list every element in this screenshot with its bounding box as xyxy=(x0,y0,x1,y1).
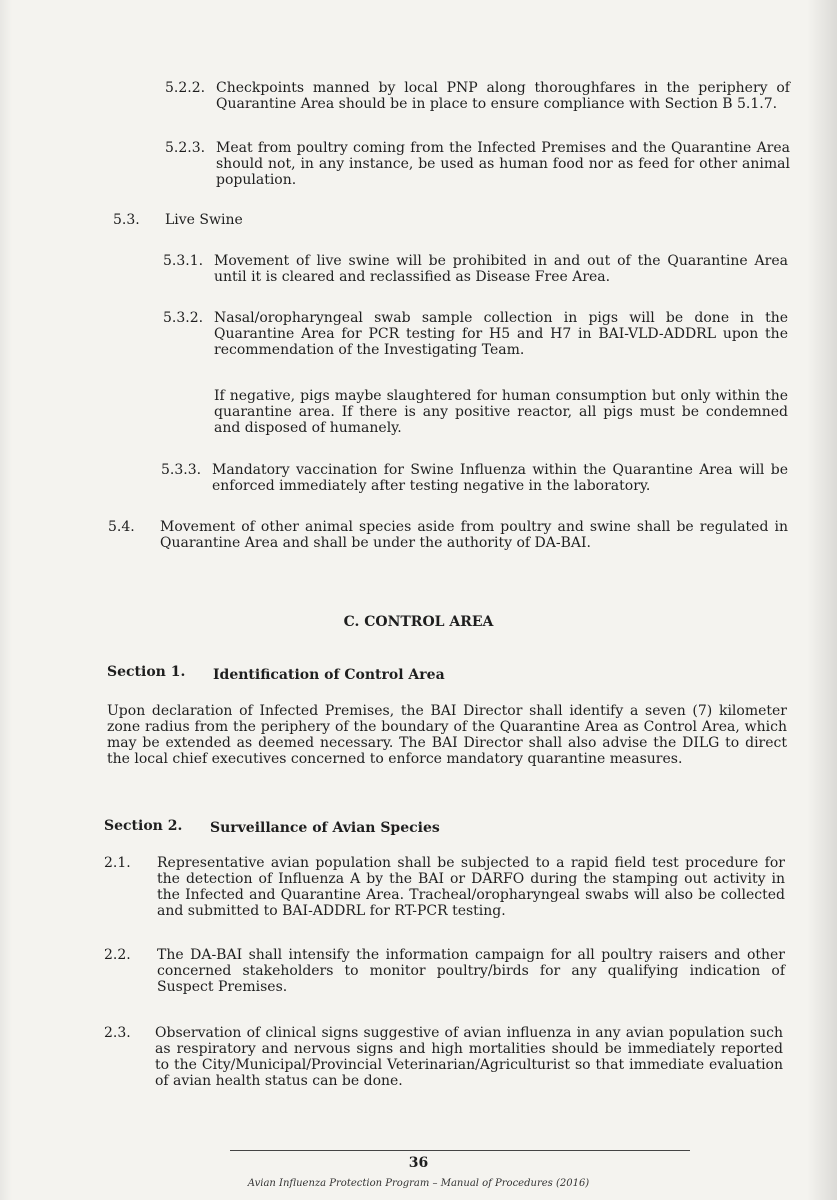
item-number: 5.3. xyxy=(113,212,140,228)
footer-note: Avian Influenza Protection Program – Manual of Procedures (2016) xyxy=(247,1178,590,1189)
scan-right-shadow xyxy=(807,0,837,1200)
section-1-label: Section 1. xyxy=(107,664,186,680)
section-1-paragraph: Upon declaration of Infected Premises, the BAI Director shall identify a seven (7) kilometer zone radius from the periphery of the boundary of the Quarantine Area as Control Area, which may be extended as deemed necessary. The BAI Director shall also advise the DILG to direct the local chief executives concerned to enforce mandatory quarantine measures. xyxy=(107,703,787,767)
item-5-3-title: Live Swine xyxy=(165,212,243,228)
item-number: 2.1. xyxy=(104,855,131,871)
section-c-heading: C. CONTROL AREA xyxy=(343,614,494,630)
item-5-2-2-text: Checkpoints manned by local PNP along thoroughfares in the periphery of Quarantine Area should be in place to ensure compliance with Section B 5.1.7. xyxy=(216,80,790,112)
item-5-3-1-text: Movement of live swine will be prohibited in and out of the Quarantine Area until it is cleared and reclassified as Disease Free Area. xyxy=(214,253,788,285)
item-5-3-2-followup: If negative, pigs maybe slaughtered for human consumption but only within the quarantine area. If there is any positive reactor, all pigs must be condemned and disposed of humanely. xyxy=(214,388,788,436)
scan-left-shadow xyxy=(0,0,12,1200)
item-5-4-text: Movement of other animal species aside from poultry and swine shall be regulated in Quarantine Area and shall be under the authority of DA-BAI. xyxy=(160,519,788,551)
item-5-3-3-text: Mandatory vaccination for Swine Influenza within the Quarantine Area will be enforced immediately after testing negative in the laboratory. xyxy=(212,462,788,494)
item-number: 2.3. xyxy=(104,1025,131,1041)
section-2-label: Section 2. xyxy=(104,818,183,834)
item-2-1-text: Representative avian population shall be subjected to a rapid field test procedure for the detection of Influenza A by the BAI or DARFO during the stamping out activity in the Infected and Quarantine Area. Tracheal/oropharyngeal swabs will also be collected and submitted to BAI-ADDRL for RT-PCR testing. xyxy=(157,855,785,919)
item-number: 5.3.2. xyxy=(163,310,204,326)
item-2-3-text: Observation of clinical signs suggestive of avian influenza in any avian population such as respiratory and nervous signs and high mortalities should be immediately reported to the City/Municipal/Provincial Veterinarian/Agriculturist so that immediate evaluation of avian health status can be done. xyxy=(155,1025,783,1089)
section-1-title: Identification of Control Area xyxy=(213,667,445,683)
footer-rule xyxy=(230,1150,690,1151)
section-2-title: Surveillance of Avian Species xyxy=(210,820,440,836)
page-number: 36 xyxy=(408,1155,429,1171)
item-number: 5.3.1. xyxy=(163,253,204,269)
item-5-2-3-text: Meat from poultry coming from the Infected Premises and the Quarantine Area should not, in any instance, be used as human food nor as feed for other animal population. xyxy=(216,140,790,188)
item-5-3-2-text: Nasal/oropharyngeal swab sample collection in pigs will be done in the Quarantine Area for PCR testing for H5 and H7 in BAI-VLD-ADDRL upon the recommendation of the Investigating Team. xyxy=(214,310,788,358)
item-2-2-text: The DA-BAI shall intensify the information campaign for all poultry raisers and other concerned stakeholders to monitor poultry/birds for any qualifying indication of Suspect Premises. xyxy=(157,947,785,995)
item-number: 5.3.3. xyxy=(161,462,202,478)
item-number: 5.2.2. xyxy=(165,80,206,96)
item-number: 2.2. xyxy=(104,947,131,963)
item-number: 5.4. xyxy=(108,519,135,535)
item-number: 5.2.3. xyxy=(165,140,206,156)
